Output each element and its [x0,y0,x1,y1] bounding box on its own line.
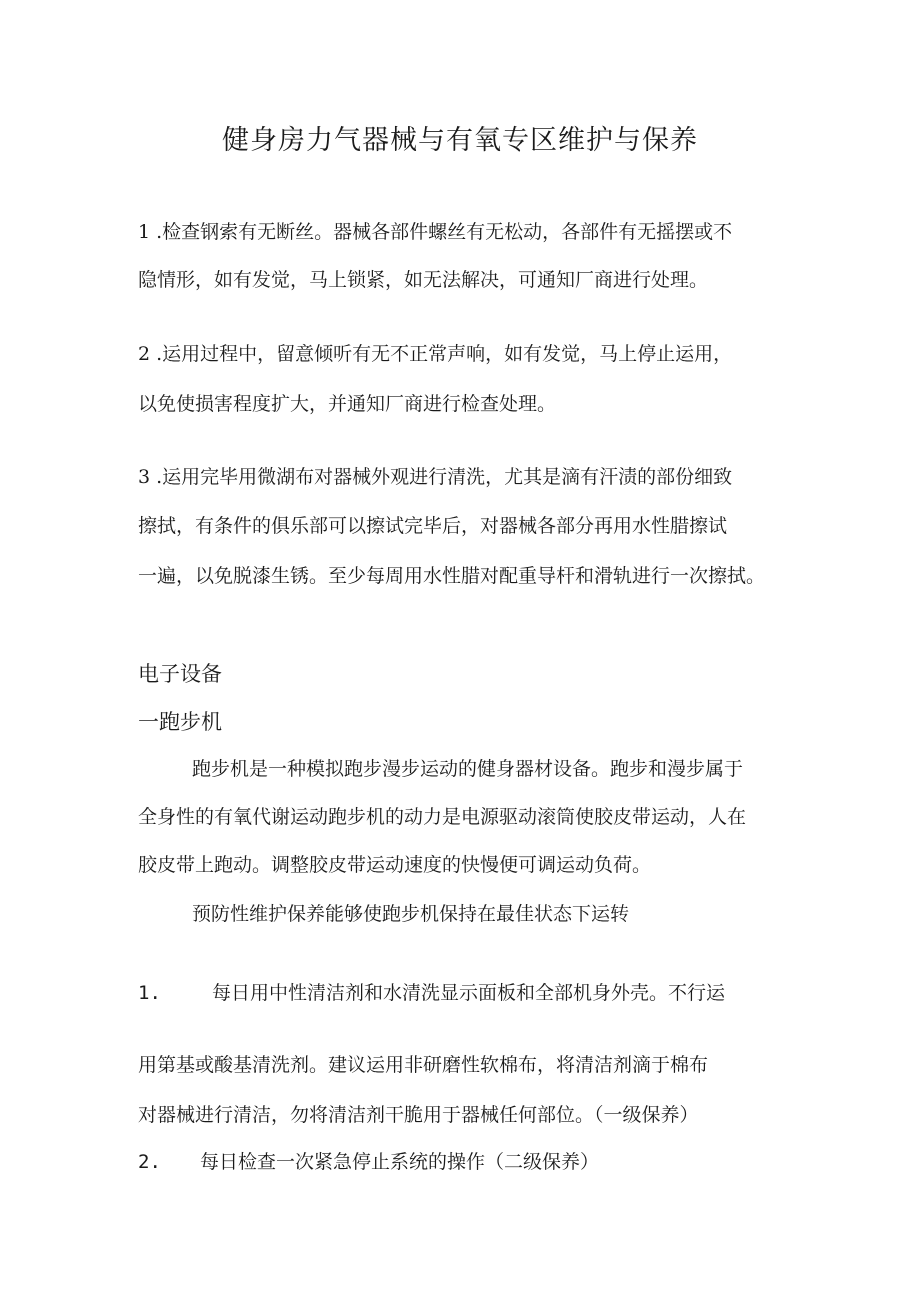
treadmill-item2-number: 2. [138,1151,161,1173]
treadmill-para2: 预防性维护保养能够使跑步机保持在最佳状态下运转 [192,903,630,925]
item3-line1: 3 .运用完毕用微湖布对器械外观进行清洗，尤其是滴有汗渍的部份细致 [138,466,733,488]
treadmill-para1-line2: 全身性的有氧代谢运动跑步机的动力是电源驱动滚筒使胶皮带运动，人在 [138,806,747,828]
treadmill-para1-line3: 胶皮带上跑动。调整胶皮带运动速度的快慢便可调运动负荷。 [138,854,652,876]
treadmill-item1-number: 1. [138,982,161,1004]
item1-line1: 1 .检查钢索有无断丝。器械各部件螺丝有无松动，各部件有无摇摆或不 [138,221,733,243]
treadmill-item2-line1: 每日检查一次紧急停止系统的操作（二级保养） [200,1151,600,1173]
treadmill-item1-line1: 每日用中性清洁剂和水清洗显示面板和全部机身外壳。不行运 [212,982,726,1004]
item2-line2: 以免使损害程度扩大，并通知厂商进行检查处理。 [138,393,557,415]
heading-electronic-equipment: 电子设备 [138,662,222,686]
treadmill-item1-line3: 对器械进行清洁，勿将清洁剂干脆用于器械任何部位。（一级保养） [138,1104,699,1126]
item2-line1: 2 .运用过程中，留意倾听有无不正常声响，如有发觉，马上停止运用， [138,343,733,365]
item1-line2: 隐情形，如有发觉，马上锁紧，如无法解决，可通知厂商进行处理。 [138,269,709,291]
item3-line3: 一遍，以免脱漆生锈。至少每周用水性腊对配重导杆和滑轨进行一次擦拭。 [138,565,766,587]
treadmill-item1-line2: 用第基或酸基清洗剂。建议运用非研磨性软棉布，将清洁剂滴于棉布 [138,1054,709,1076]
item3-line2: 擦拭，有条件的俱乐部可以擦试完毕后，对器械各部分再用水性腊擦试 [138,515,728,537]
heading-treadmill: 一跑步机 [138,710,222,734]
document-title: 健身房力气器械与有氧专区维护与保养 [222,125,698,156]
treadmill-para1-line1: 跑步机是一种模拟跑步漫步运动的健身器材设备。跑步和漫步属于 [192,758,744,780]
